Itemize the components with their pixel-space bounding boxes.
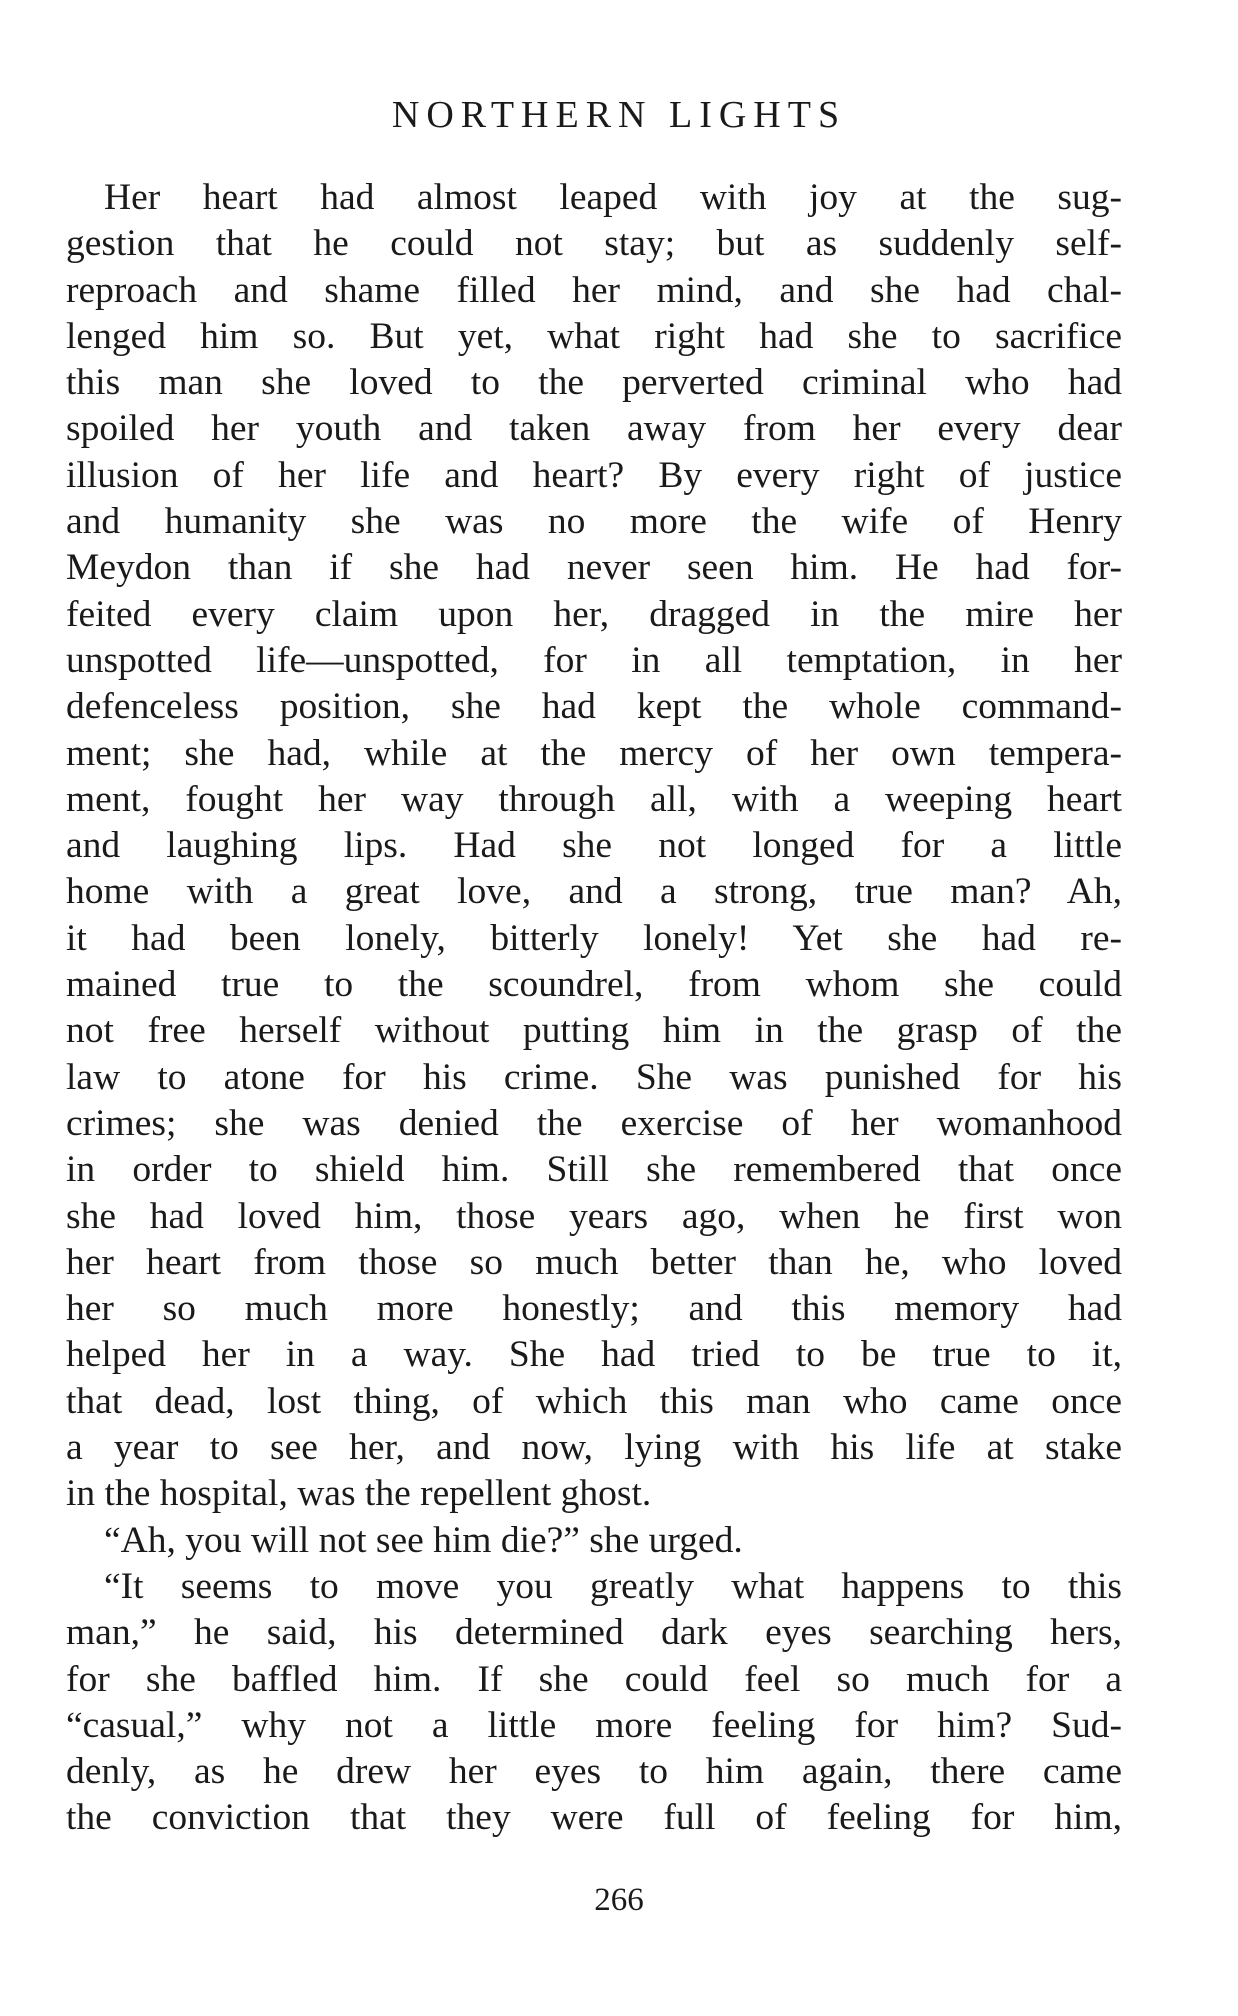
text-line: denly, as he drew her eyes to him again, there came — [66, 1751, 1122, 1793]
text-line: Meydon than if she had never seen him. He had for- — [66, 547, 1122, 589]
text-line: not free herself without putting him in the grasp of the — [66, 1010, 1122, 1052]
text-line: Her heart had almost leaped with joy at the sug- — [104, 177, 1122, 218]
text-line: it had been lonely, bitterly lonely! Yet she had re- — [66, 917, 1122, 959]
text-line: man,” he said, his determined dark eyes searching hers, — [66, 1612, 1122, 1654]
text-line: home with a great love, and a strong, true man? Ah, — [66, 871, 1122, 913]
text-line: her heart from those so much better than he, who loved — [66, 1241, 1122, 1283]
text-line: a year to see her, and now, lying with his life at stake — [66, 1427, 1122, 1469]
text-line: unspotted life—unspotted, for in all temptation, in her — [66, 639, 1122, 681]
text-line: reproach and shame filled her mind, and she had chal- — [66, 269, 1122, 311]
text-line: spoiled her youth and taken away from her every dear — [66, 408, 1122, 450]
text-line: ment; she had, while at the mercy of her own tempera- — [66, 732, 1122, 774]
text-line: gestion that he could not stay; but as suddenly self- — [66, 223, 1122, 265]
text-line: the conviction that they were full of feeling for him, — [66, 1797, 1122, 1839]
text-line: in the hospital, was the repellent ghost. — [66, 1473, 652, 1515]
text-line: lenged him so. But yet, what right had she to sacrifice — [66, 315, 1122, 357]
text-line: that dead, lost thing, of which this man who came once — [66, 1380, 1122, 1422]
text-line: mained true to the scoundrel, from whom she could — [66, 964, 1122, 1006]
page-number: 266 — [594, 1882, 644, 1918]
text-line: her so much more honestly; and this memory had — [66, 1288, 1122, 1330]
dialogue-line: “It seems to move you greatly what happens to this — [104, 1565, 1122, 1607]
body-text — [66, 175, 1122, 1842]
text-line: ment, fought her way through all, with a weeping heart — [66, 778, 1122, 820]
running-title: NORTHERN LIGHTS — [391, 94, 847, 136]
text-line: for she baffled him. If she could feel so much for a — [66, 1658, 1122, 1700]
text-line: illusion of her life and heart? By every right of justice — [66, 454, 1122, 496]
text-line: law to atone for his crime. She was punished for his — [66, 1056, 1122, 1098]
text-line: defenceless position, she had kept the whole command- — [66, 686, 1122, 728]
text-line: “casual,” why not a little more feeling for him? Sud- — [66, 1704, 1122, 1746]
text-line: this man she loved to the perverted criminal who had — [66, 362, 1122, 404]
text-line: she had loved him, those years ago, when he first won — [66, 1195, 1122, 1237]
text-line: and laughing lips. Had she not longed for a little — [66, 825, 1122, 867]
dialogue-line: “Ah, you will not see him die?” she urged. — [104, 1519, 743, 1561]
text-line: crimes; she was denied the exercise of her womanhood — [66, 1102, 1122, 1144]
text-line: feited every claim upon her, dragged in the mire her — [66, 593, 1122, 635]
text-line: helped her in a way. She had tried to be true to it, — [66, 1334, 1122, 1376]
text-line: in order to shield him. Still she remembered that once — [66, 1149, 1122, 1191]
text-line: and humanity she was no more the wife of Henry — [66, 501, 1122, 543]
